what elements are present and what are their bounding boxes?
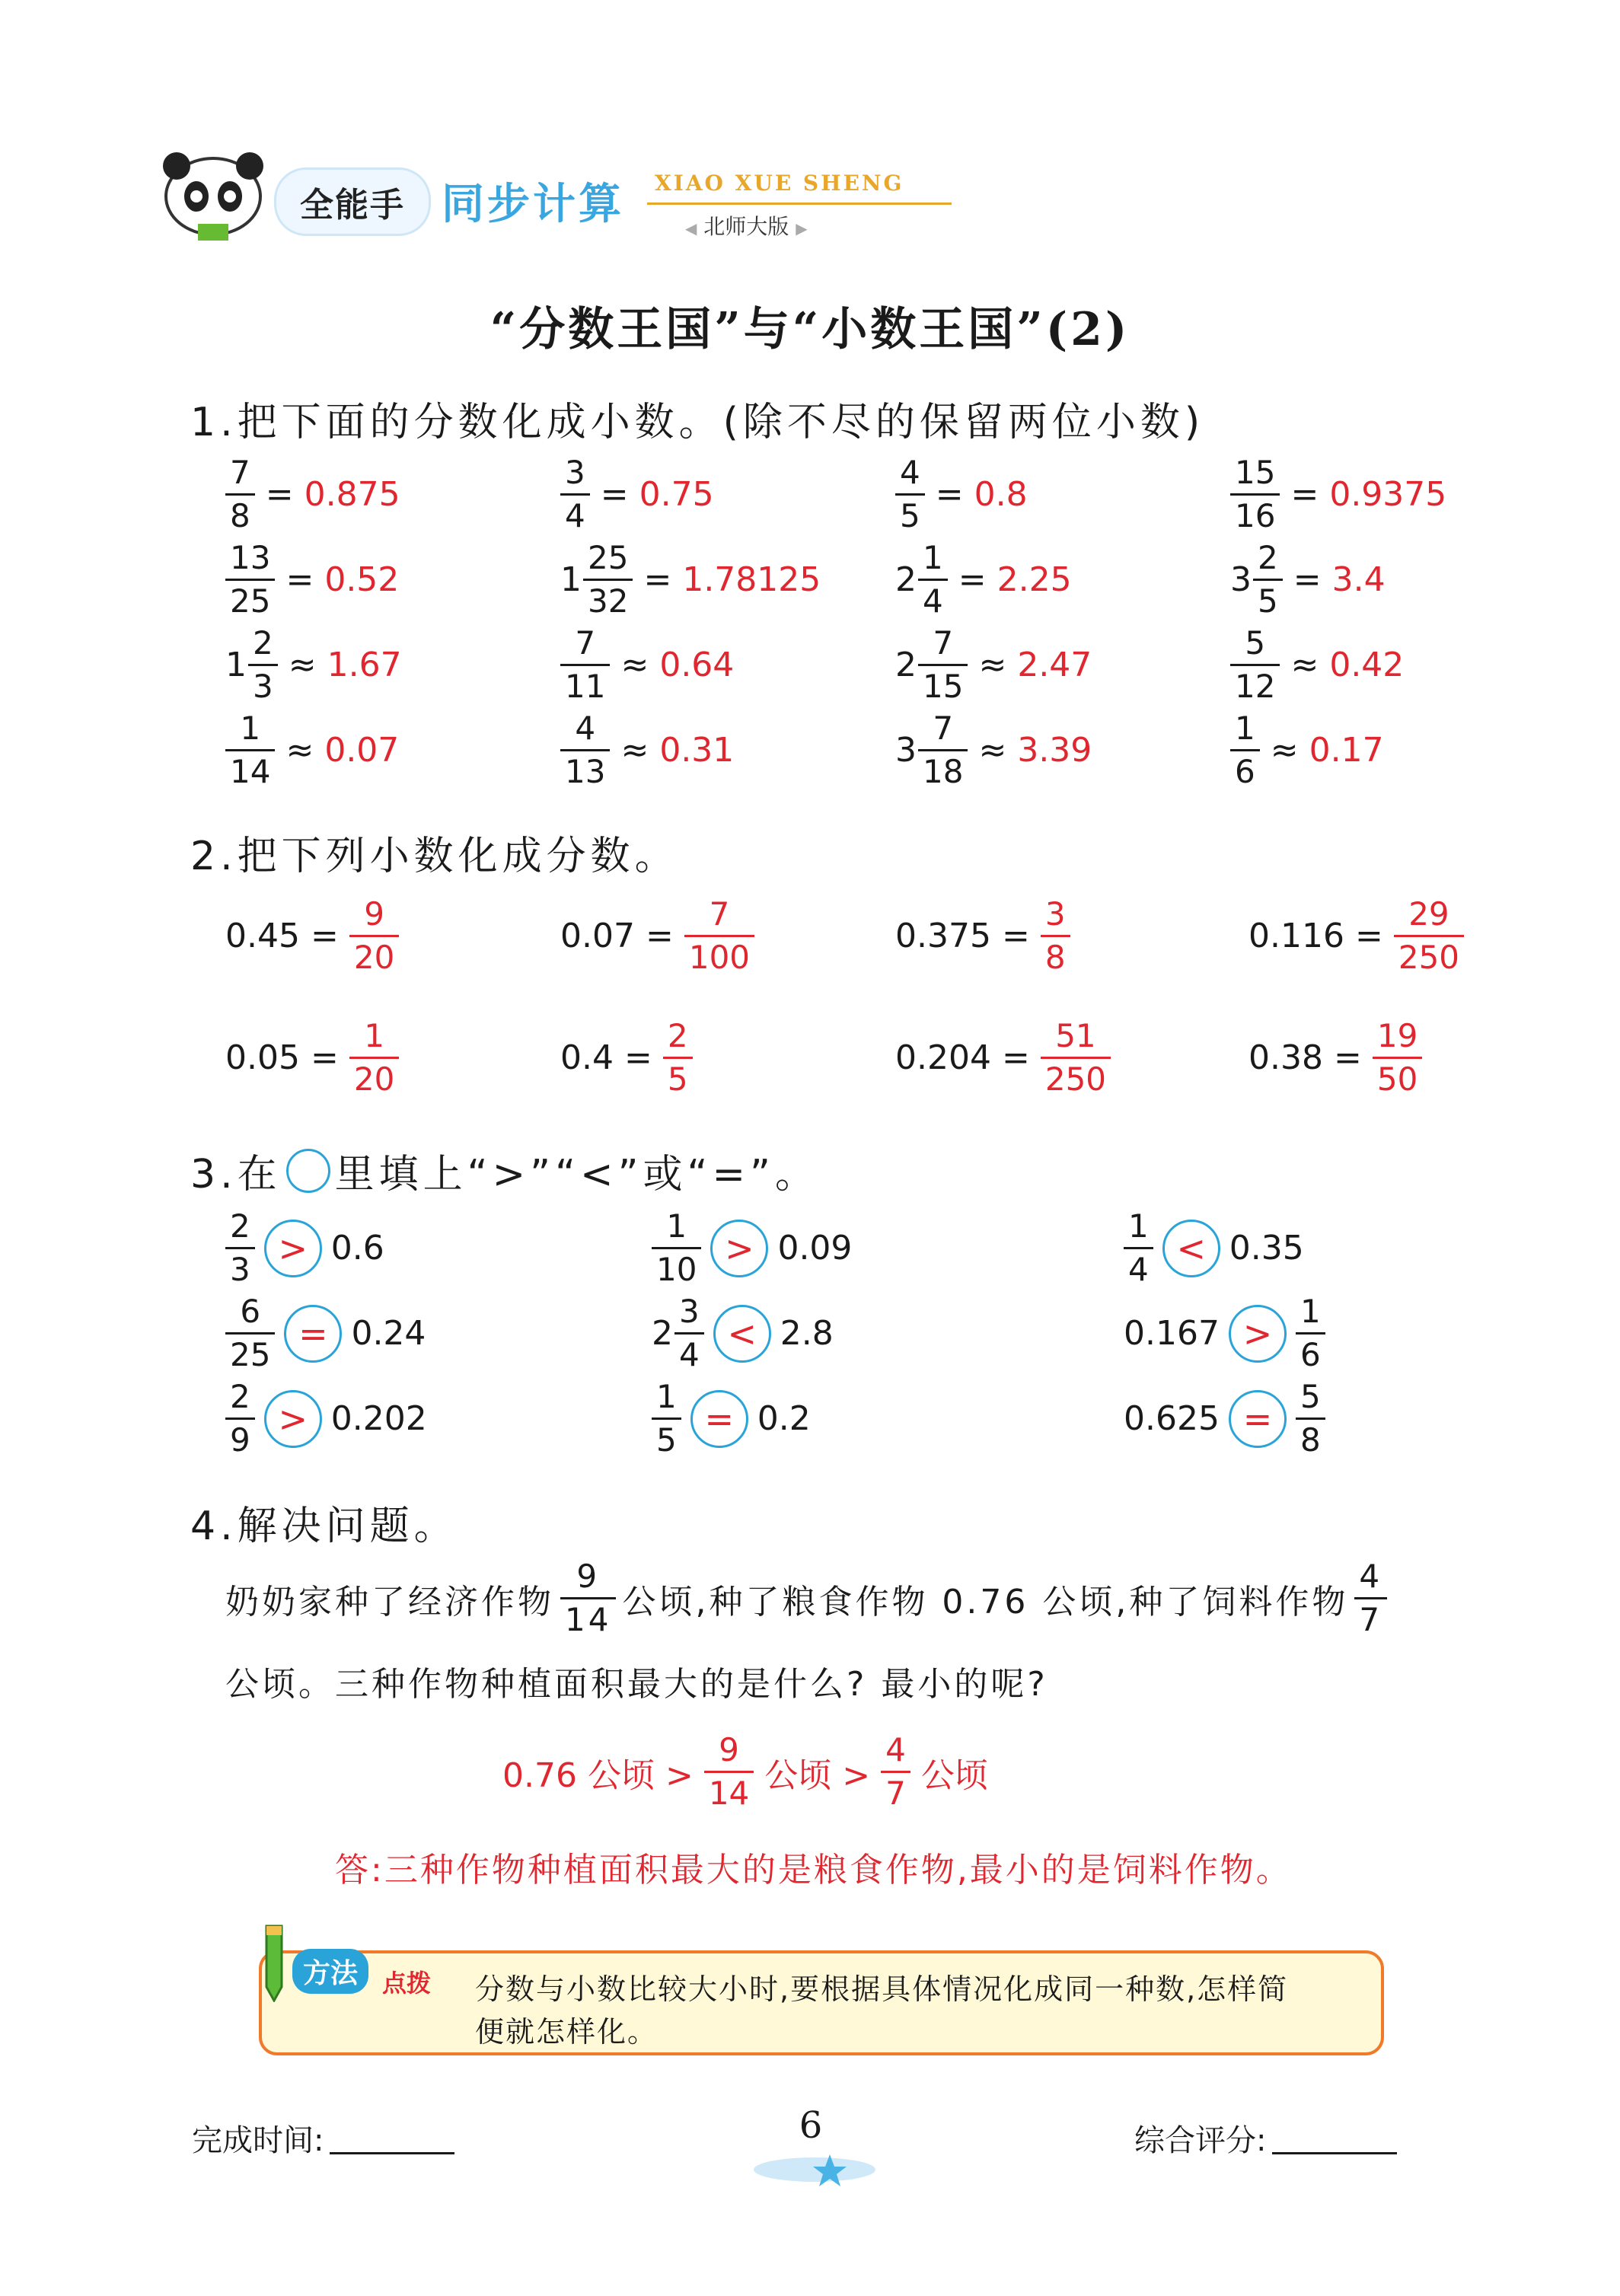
denominator: 13 <box>560 749 610 788</box>
q1-item <box>895 624 1092 705</box>
denominator: 4 <box>918 579 948 617</box>
score-blank[interactable] <box>1272 2122 1397 2154</box>
q3-left-fraction <box>225 1293 275 1373</box>
whole-number: 2 <box>895 560 917 599</box>
q1-fraction <box>1230 710 1260 790</box>
q3-left-fraction <box>652 1378 681 1459</box>
numerator: 3 <box>679 1293 700 1330</box>
q2-decimal: 0.375 <box>895 917 991 955</box>
tip-label-a: 方法 <box>292 1949 368 1994</box>
numerator: 13 <box>230 539 271 576</box>
denominator: 5 <box>652 1417 681 1456</box>
q1-answer: 3.39 <box>1017 731 1092 770</box>
q2-decimal: 0.116 <box>1248 917 1344 955</box>
q3-right-value: 0.2 <box>757 1399 811 1438</box>
q1-answer: 0.07 <box>324 731 400 770</box>
q1-fraction <box>1253 539 1283 620</box>
q2-answer-fraction <box>1041 895 1070 976</box>
denominator: 32 <box>583 579 633 617</box>
q2-item <box>1248 895 1464 976</box>
q2-item <box>895 1017 1111 1098</box>
q2-decimal: 0.07 <box>560 917 635 955</box>
q1-title: 1.把下面的分数化成小数。(除不尽的保留两位小数) <box>190 400 1205 445</box>
q2-item <box>225 1017 399 1098</box>
q1-fraction <box>583 539 633 620</box>
q1-fraction <box>918 539 948 620</box>
numerator: 15 <box>1235 454 1276 491</box>
q3-left <box>225 1207 255 1288</box>
q1-fraction <box>895 454 925 534</box>
q2-answer-fraction <box>1394 895 1464 976</box>
whole-number: 3 <box>1230 560 1252 599</box>
denominator: 50 <box>1373 1057 1422 1095</box>
denominator: 18 <box>918 749 968 788</box>
tip-text-line2: 便就怎样化。 <box>475 2015 659 2049</box>
q3-answer-circle: < <box>1162 1220 1220 1277</box>
q3-left <box>225 1378 255 1459</box>
q2-decimal: 0.204 <box>895 1038 991 1077</box>
q3-right-value: 0.6 <box>330 1229 384 1268</box>
numerator: 2 <box>230 1207 250 1245</box>
numerator: 2 <box>230 1378 250 1415</box>
q3-item <box>225 1293 426 1373</box>
numerator: 29 <box>1408 895 1449 933</box>
numerator: 1 <box>1128 1207 1149 1245</box>
q1-item <box>1230 454 1447 534</box>
q4-title: 4.解决问题。 <box>190 1504 458 1549</box>
series-title: 同步计算 <box>442 180 624 229</box>
numerator: 2 <box>253 624 273 662</box>
tip-badge <box>251 1918 449 2010</box>
q2-title: 2.把下列小数化成分数。 <box>190 834 679 879</box>
q3-answer-circle: = <box>1229 1390 1287 1448</box>
q1-item <box>1230 539 1386 620</box>
q3-right-value: 2.8 <box>780 1314 834 1353</box>
denominator: 16 <box>1230 493 1280 532</box>
denominator: 4 <box>674 1332 704 1371</box>
q1-answer: 0.9375 <box>1329 475 1447 514</box>
equals-sign: = <box>310 917 339 955</box>
brand-cloud <box>274 167 431 236</box>
q2-item <box>560 1017 693 1098</box>
operator: = <box>958 560 987 599</box>
q3-left <box>225 1293 275 1373</box>
q1-item <box>895 710 1092 790</box>
q4-fraction-1: $\frac{9}{14}$ <box>560 1561 616 1636</box>
denominator: 25 <box>225 579 275 617</box>
q3-item <box>1124 1378 1325 1459</box>
q3-title: 3.在 里填上“>”“<”或“=”。 <box>190 1142 819 1199</box>
q1-item <box>225 624 402 705</box>
denominator: 4 <box>1124 1247 1153 1286</box>
operator: = <box>600 475 629 514</box>
denominator: 10 <box>652 1247 701 1286</box>
time-blank[interactable] <box>330 2122 454 2154</box>
operator: = <box>1293 560 1322 599</box>
operator: ≈ <box>620 731 649 770</box>
denominator: 5 <box>1253 579 1283 617</box>
operator: ≈ <box>288 646 317 684</box>
q3-item <box>225 1378 427 1459</box>
q3-left-fraction <box>652 1207 701 1288</box>
denominator: 250 <box>1394 935 1464 974</box>
denominator: 100 <box>684 935 754 974</box>
denominator: 8 <box>1041 935 1070 974</box>
numerator: 2 <box>667 1017 688 1054</box>
q1-fraction <box>918 710 968 790</box>
q1-answer: 0.8 <box>974 475 1028 514</box>
q2-answer-fraction <box>1041 1017 1111 1098</box>
equals-sign: = <box>1333 1038 1362 1077</box>
page-title: “分数王国”与“小数王国”(2) <box>490 303 1130 356</box>
numerator: 7 <box>709 895 730 933</box>
triangle-right-icon: ▶ <box>796 219 808 238</box>
q1-answer: 0.52 <box>324 560 400 599</box>
q2-item <box>1248 1017 1422 1098</box>
q1-item <box>560 624 735 705</box>
denominator: 6 <box>1230 749 1260 788</box>
q2-item <box>895 895 1070 976</box>
q3-right <box>1296 1293 1325 1373</box>
denominator: 5 <box>895 493 925 532</box>
denominator: 8 <box>225 493 255 532</box>
q1-item <box>560 454 714 534</box>
operator: ≈ <box>1270 731 1299 770</box>
denominator: 8 <box>1296 1417 1325 1456</box>
page-number-decoration-icon <box>746 2147 883 2192</box>
operator: ≈ <box>1290 646 1319 684</box>
numerator: 25 <box>588 539 629 576</box>
denominator: 3 <box>248 664 278 703</box>
q2-item <box>225 895 399 976</box>
q1-item <box>1230 710 1384 790</box>
q3-right-value: 0.202 <box>330 1399 427 1438</box>
q4-solution-fraction-1: $\frac{9}{14}$ <box>704 1734 754 1810</box>
numerator: 3 <box>565 454 585 491</box>
numerator: 3 <box>1044 895 1066 933</box>
q3-item <box>1124 1207 1304 1288</box>
header <box>152 145 990 251</box>
numerator: 1 <box>923 539 943 576</box>
q1-answer: 0.75 <box>639 475 714 514</box>
q1-item <box>1230 624 1405 705</box>
q2-decimal: 0.05 <box>225 1038 300 1077</box>
q1-answer: 0.875 <box>304 475 400 514</box>
denominator: 3 <box>225 1247 255 1286</box>
numerator: 1 <box>666 1207 687 1245</box>
q3-item <box>225 1207 384 1288</box>
q3-left <box>652 1378 681 1459</box>
operator: = <box>265 475 294 514</box>
q2-answer-fraction <box>349 1017 399 1098</box>
operator: ≈ <box>978 646 1007 684</box>
q2-answer-fraction <box>684 895 754 976</box>
page-number: 6 <box>799 2104 823 2147</box>
q1-answer: 2.25 <box>997 560 1072 599</box>
footer-score: 综合评分: <box>1134 2116 1397 2160</box>
numerator: 2 <box>1258 539 1278 576</box>
numerator: 4 <box>575 710 596 747</box>
q1-fraction <box>1230 624 1280 705</box>
tip-text-line1: 分数与小数比较大小时,要根据具体情况化成同一种数,怎样简 <box>475 1972 1289 2006</box>
denominator: 15 <box>918 664 968 703</box>
q3-answer-circle: = <box>284 1305 342 1363</box>
q3-answer-circle: > <box>264 1220 322 1277</box>
denominator: 20 <box>349 935 399 974</box>
q1-fraction <box>560 710 610 790</box>
q3-answer-circle: < <box>713 1305 771 1363</box>
numerator: 19 <box>1376 1017 1418 1054</box>
numerator: 7 <box>933 624 954 662</box>
q1-fraction <box>225 539 275 620</box>
operator: = <box>1290 475 1319 514</box>
numerator: 6 <box>240 1293 261 1330</box>
equals-sign: = <box>310 1038 339 1077</box>
numerator: 9 <box>364 895 384 933</box>
q1-item <box>225 539 400 620</box>
whole-number: 3 <box>895 731 917 770</box>
denominator: 250 <box>1041 1057 1111 1095</box>
numerator: 1 <box>240 710 261 747</box>
q1-answer: 1.78125 <box>682 560 821 599</box>
q2-decimal: 0.45 <box>225 917 300 955</box>
numerator: 5 <box>1300 1378 1321 1415</box>
q3-right <box>1296 1378 1325 1459</box>
q1-item <box>225 710 400 790</box>
blank-circle-icon <box>286 1149 330 1193</box>
whole-number: 1 <box>560 560 582 599</box>
q1-item <box>895 539 1072 620</box>
q3-left-value: 0.625 <box>1124 1399 1220 1438</box>
q3-left <box>1124 1207 1153 1288</box>
q4-problem-line2: 公顷。三种作物种植面积最大的是什么? 最小的呢? <box>225 1665 1048 1704</box>
operator: ≈ <box>285 731 314 770</box>
q3-item <box>652 1293 834 1373</box>
operator: = <box>935 475 964 514</box>
q3-left <box>652 1207 701 1288</box>
operator: = <box>643 560 672 599</box>
operator: = <box>285 560 314 599</box>
q2-answer-fraction <box>663 1017 693 1098</box>
denominator: 25 <box>225 1332 275 1371</box>
header-underline <box>647 202 952 205</box>
q3-left-fraction <box>674 1293 704 1373</box>
numerator: 1 <box>364 1017 384 1054</box>
q1-answer: 0.42 <box>1329 646 1405 684</box>
edition-label: ◀ 北师大版 ▶ <box>685 214 808 239</box>
whole-number: 2 <box>895 646 917 684</box>
q3-item <box>652 1378 811 1459</box>
q3-right-value: 0.09 <box>777 1229 853 1268</box>
denominator: 20 <box>349 1057 399 1095</box>
numerator: 4 <box>900 454 920 491</box>
q1-fraction <box>560 454 590 534</box>
q4-fraction-2: $\frac{4}{7}$ <box>1354 1561 1387 1636</box>
q3-left <box>652 1293 704 1373</box>
q3-answer-circle: > <box>710 1220 768 1277</box>
brand-label: 全能手 <box>300 186 405 225</box>
q3-right-value: 0.24 <box>351 1314 426 1353</box>
q1-fraction <box>225 710 275 790</box>
q1-fraction <box>918 624 968 705</box>
pencil-icon <box>251 1918 297 2002</box>
equals-sign: = <box>1001 1038 1030 1077</box>
pinyin-title: XIAO XUE SHENG <box>655 171 904 196</box>
numerator: 1 <box>1300 1293 1321 1330</box>
q1-item <box>895 454 1028 534</box>
q1-answer: 1.67 <box>327 646 402 684</box>
q4-answer: 答:三种作物种植面积最大的是粮食作物,最小的是饲料作物。 <box>335 1851 1292 1889</box>
whole-number: 2 <box>652 1314 673 1353</box>
equals-sign: = <box>1354 917 1383 955</box>
q1-answer: 0.64 <box>659 646 735 684</box>
q4-problem-line1: 奶奶家种了经济作物 $\frac{9}{14}$ 公顷,种了粮食作物 0.76 公顷,种了饲料作物 $\frac{4}{7}$ <box>225 1561 1393 1636</box>
q1-item <box>225 454 400 534</box>
q3-item <box>1124 1293 1325 1373</box>
q1-answer: 2.47 <box>1017 646 1092 684</box>
operator: ≈ <box>978 731 1007 770</box>
q3-right-fraction <box>1296 1378 1325 1459</box>
denominator: 5 <box>663 1057 693 1095</box>
q3-right-fraction <box>1296 1293 1325 1373</box>
q3-left-fraction <box>225 1207 255 1288</box>
denominator: 4 <box>560 493 590 532</box>
numerator: 1 <box>656 1378 677 1415</box>
equals-sign: = <box>623 1038 652 1077</box>
q3-left-fraction <box>225 1378 255 1459</box>
q3-left-value: 0.167 <box>1124 1314 1220 1353</box>
denominator: 11 <box>560 664 610 703</box>
denominator: 6 <box>1296 1332 1325 1371</box>
q2-item <box>560 895 754 976</box>
q1-fraction <box>560 624 610 705</box>
equals-sign: = <box>645 917 674 955</box>
q3-item <box>652 1207 853 1288</box>
q2-decimal: 0.38 <box>1248 1038 1323 1077</box>
numerator: 7 <box>230 454 250 491</box>
q3-answer-circle: = <box>690 1390 748 1448</box>
q2-answer-fraction <box>349 895 399 976</box>
q2-answer-fraction <box>1373 1017 1422 1098</box>
numerator: 1 <box>1235 710 1255 747</box>
q2-decimal: 0.4 <box>560 1038 614 1077</box>
footer-time: 完成时间: <box>192 2116 454 2160</box>
numerator: 5 <box>1245 624 1266 662</box>
equals-sign: = <box>1001 917 1030 955</box>
q1-item <box>560 539 821 620</box>
q3-right-value: 0.35 <box>1229 1229 1304 1268</box>
q1-fraction <box>225 454 255 534</box>
numerator: 51 <box>1055 1017 1096 1054</box>
q4-solution: 0.76 公顷 > $\frac{9}{14}$ 公顷 > $\frac{4}{7}$ 公顷 <box>502 1731 988 1812</box>
q1-fraction <box>248 624 278 705</box>
q1-item <box>560 710 735 790</box>
numerator: 7 <box>933 710 954 747</box>
denominator: 12 <box>1230 664 1280 703</box>
tip-label-b: 点拨 <box>382 1969 432 1998</box>
denominator: 9 <box>225 1417 255 1456</box>
denominator: 14 <box>225 749 275 788</box>
q1-fraction <box>1230 454 1280 534</box>
q3-answer-circle: > <box>264 1390 322 1448</box>
q1-answer: 0.17 <box>1309 731 1384 770</box>
triangle-left-icon: ◀ <box>685 219 697 238</box>
q3-answer-circle: > <box>1229 1305 1287 1363</box>
q3-left-fraction <box>1124 1207 1153 1288</box>
numerator: 7 <box>575 624 596 662</box>
panda-mascot-icon <box>152 151 282 242</box>
whole-number: 1 <box>225 646 247 684</box>
q1-answer: 3.4 <box>1331 560 1386 599</box>
q1-answer: 0.31 <box>659 731 735 770</box>
operator: ≈ <box>620 646 649 684</box>
q4-solution-fraction-2: $\frac{4}{7}$ <box>881 1734 910 1810</box>
